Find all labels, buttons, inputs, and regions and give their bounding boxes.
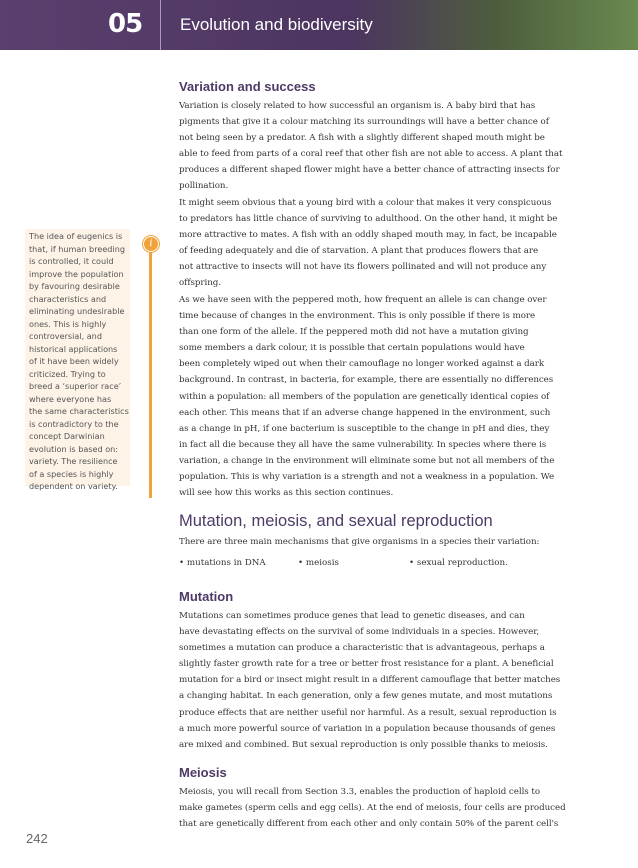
- bullet-meiosis: • meiosis: [298, 558, 339, 568]
- paragraph-variation-2: It might seem obvious that a young bird with a colour that makes it very conspicuous to predators has little chance of surviving to adulthood. On the other hand, it might be more attractive to mates. A fish with an oddly shaped mouth may, in fact, be incapable of feeding adequately and die of starvation. A plant that produces flowers that are not attractive to insects will not have its flowers pollinated and will not produce any offspring.: [179, 198, 558, 289]
- paragraph-variation-3: As we have seen with the peppered moth, how frequent an allele is can change over time because of changes in the environment. This is only possible if there is more than one form of the allele. If the peppered moth did not have a mutation giving some members a dark colour, it is possible that certain populations would have been completely wiped out when their camouflage no longer worked against a dark background. In contrast, in bacteria, for example, there are essentially no differences within a population: all members of the population are genetically identical copies of each other. This means that if an adverse change happened in the environment, such as a change in pH, if one bacterium is susceptible to the change in pH and dies, they in fact all die because they all have the same vulnerability. In species where there is variation, a change in the environment will eliminate some but not all members of the population. This is why variation is a strength and not a weakness in a population. We will see how this works as this section continues.: [179, 295, 555, 499]
- bullet-mutations-in-dna: • mutations in DNA: [179, 558, 266, 568]
- page-number: 242: [26, 831, 48, 846]
- paragraph-meiosis: Meiosis, you will recall from Section 3.3, enables the production of haploid cells to make gametes (sperm cells and egg cells). At the end of meiosis, four cells are produced that are genetically different from each other and only contain 50% of the parent cell's: [179, 787, 566, 830]
- bullet-sexual-reproduction: • sexual reproduction.: [409, 558, 508, 568]
- chapter-header: [0, 0, 638, 50]
- paragraph-mutation: Mutations can sometimes produce genes that lead to genetic diseases, and can have devastating effects on the survival of some individuals in a species. However, sometimes a mutation can produce a characteristic that is advantageous, perhaps a slightly faster growth rate for a tree or better frost resistance for a plant. A beneficial mutation for a bird or insect might result in a different camouflage that better matches a changing habitat. In each generation, only a few genes mutate, and most mutations produce effects that are neither useful nor harmful. As a result, sexual reproduction is a much more powerful source of variation in a population because thousands of genes are mixed and combined. But sexual reproduction is only possible thanks to meiosis.: [179, 611, 561, 750]
- eugenics-sidenote: The idea of eugenics is that, if human breeding is controlled, it could improve the population by favouring desirable characteristics and eliminating undesirable ones. This is highly controversial, and historical applications of it have been widely criticized. Trying to breed a ‘superior race’ where everyone has the same characteristics is contradictory to the concept Darwinian evolution is based on: variety. The resilience of a species is highly dependent on variety.: [25, 229, 130, 486]
- heading-mutation-meiosis-reproduction: Mutation, meiosis, and sexual reproduction: [179, 512, 493, 530]
- chapter-number: 05: [108, 9, 143, 39]
- header-divider: [160, 0, 161, 50]
- paragraph-mechanisms-intro: There are three main mechanisms that give organisms in a species their variation:: [179, 537, 540, 547]
- paragraph-variation-1: Variation is closely related to how successful an organism is. A baby bird that has pigments that give it a colour matching its surroundings will have a better chance of not being seen by a predator. A fish with a slightly different shaped mouth might be able to feed from parts of a coral reef that other fish are not able to access. A plant that produces a different shaped flower might have a better chance of attracting insects for pollination.: [179, 101, 563, 192]
- heading-variation-and-success: Variation and success: [179, 79, 316, 94]
- chapter-title: Evolution and biodiversity: [180, 15, 373, 34]
- heading-meiosis: Meiosis: [179, 765, 227, 780]
- info-icon: i: [143, 236, 159, 252]
- heading-mutation: Mutation: [179, 589, 234, 604]
- sidenote-rule: [149, 252, 152, 498]
